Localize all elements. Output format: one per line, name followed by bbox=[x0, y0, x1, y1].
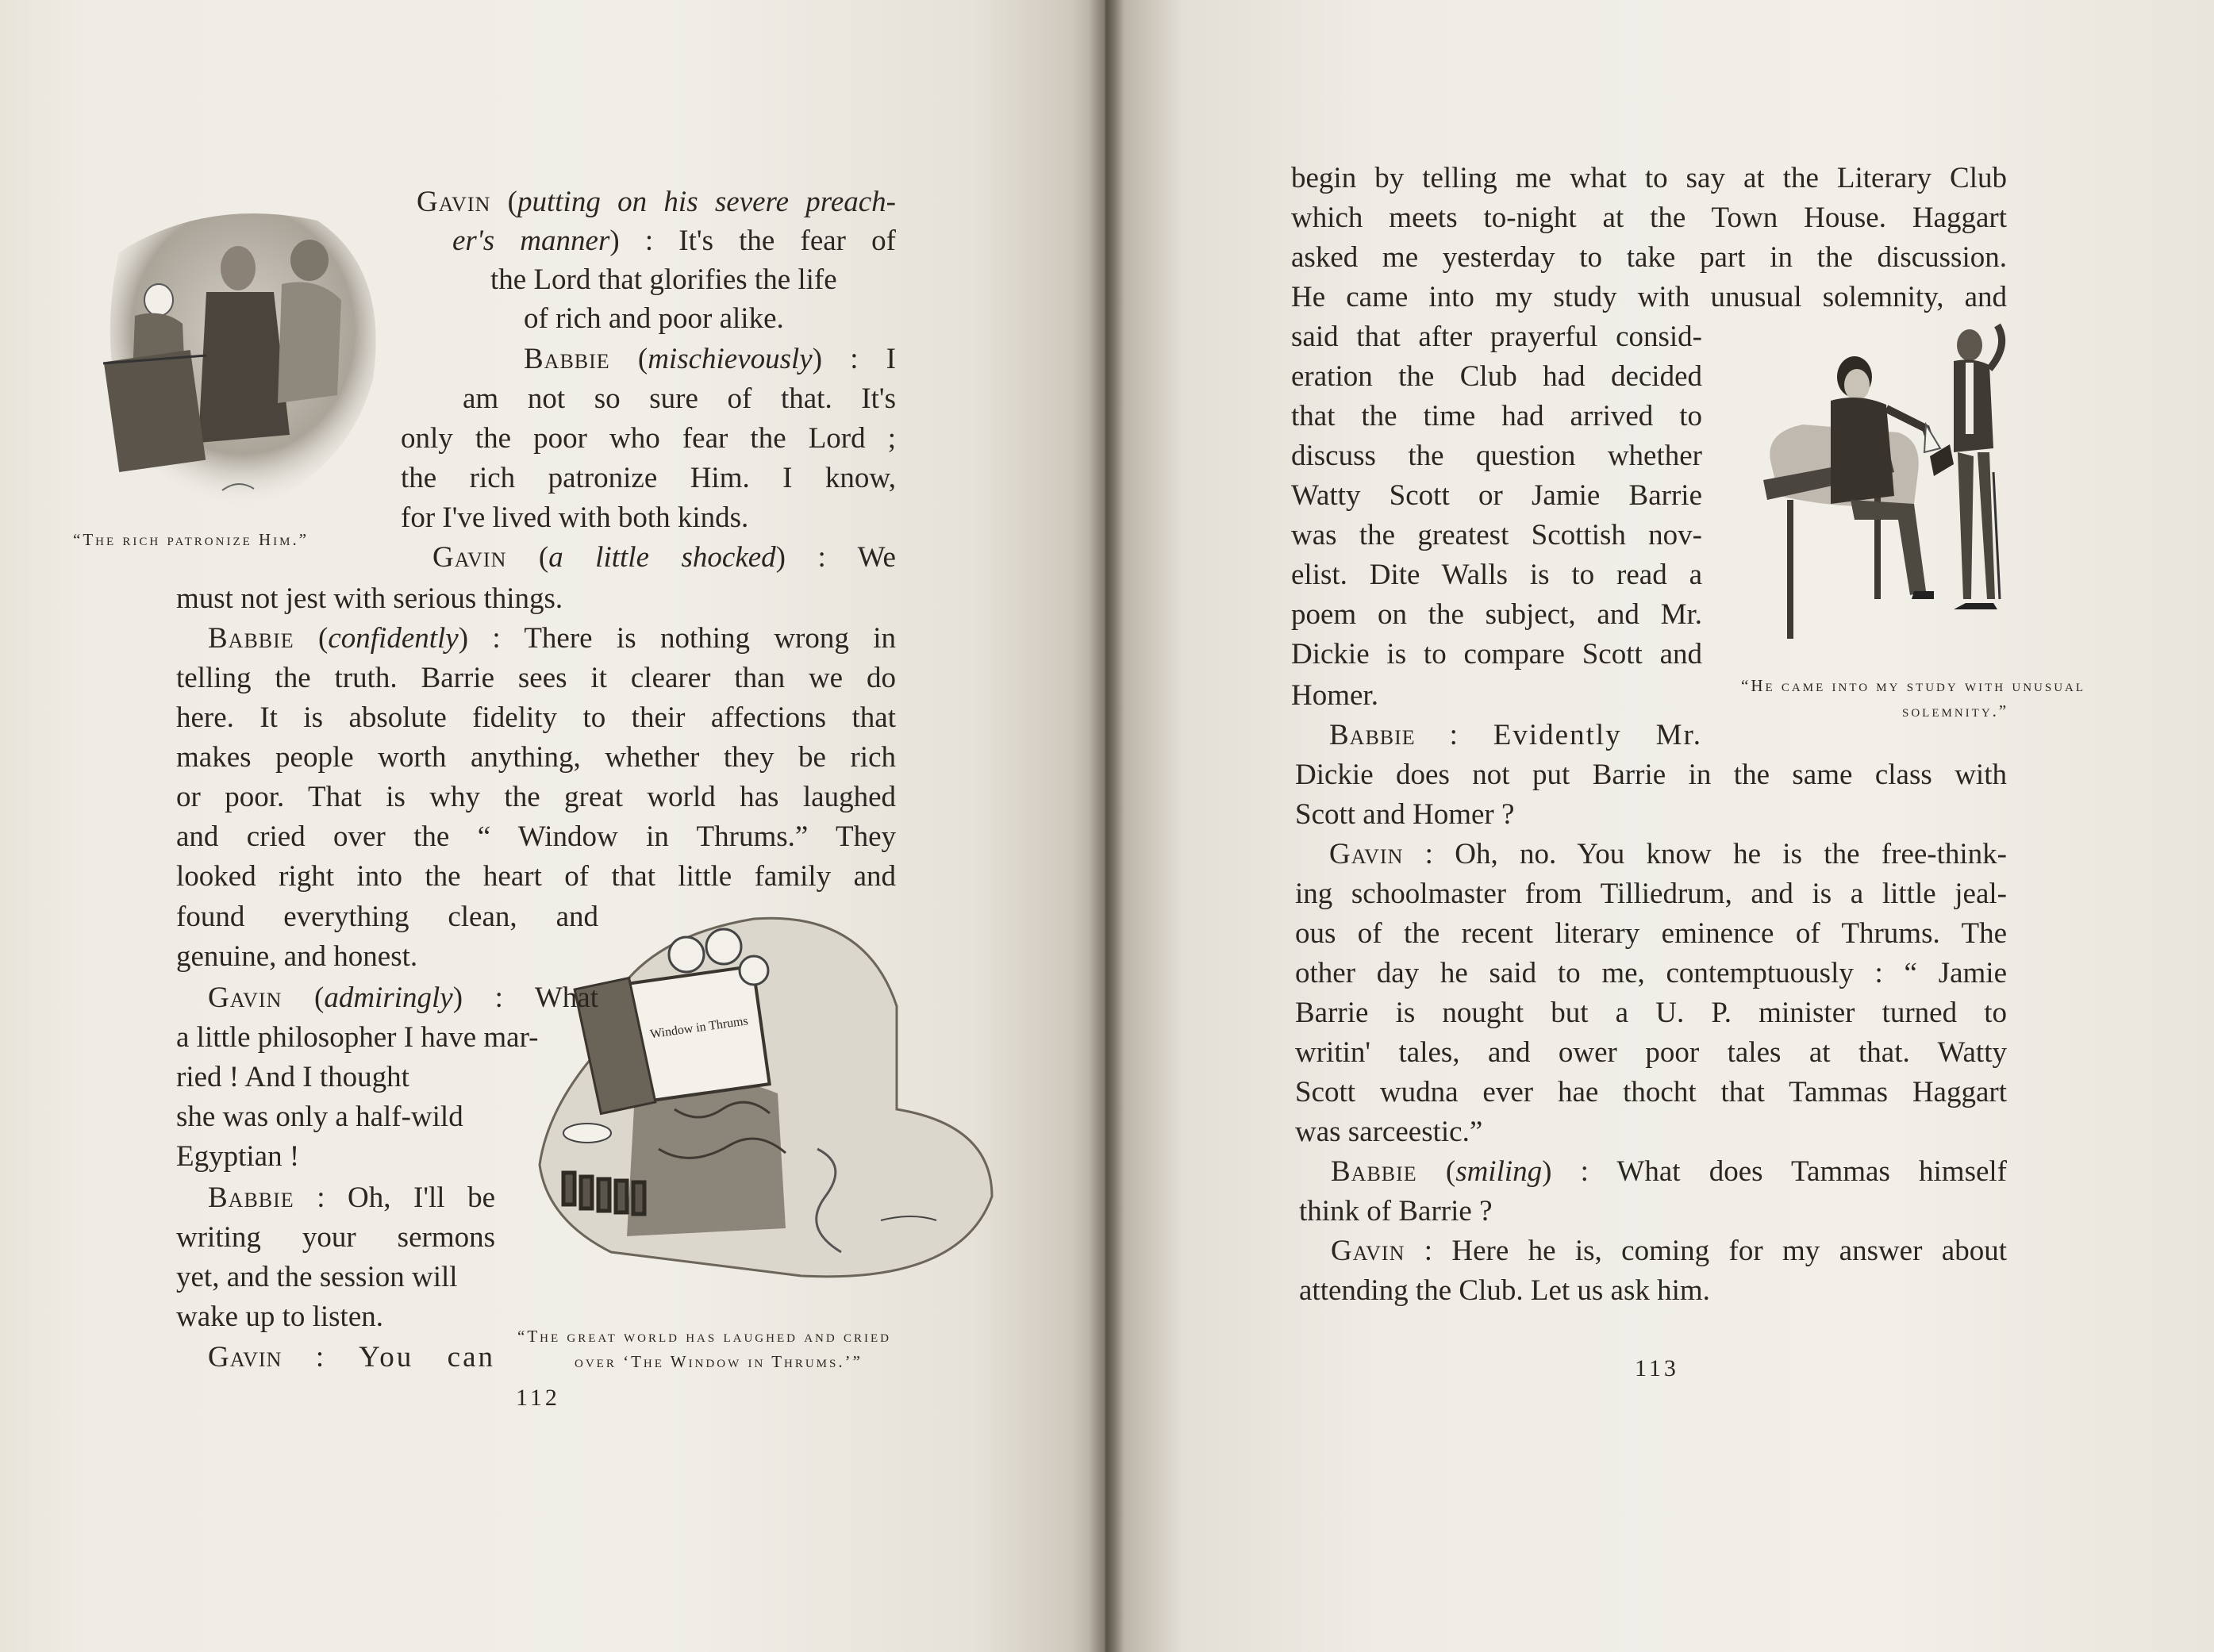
right-line-26: Babbie (smiling) : What does Tammas himself bbox=[1331, 1155, 2008, 1188]
page-number-right: 113 bbox=[1635, 1355, 1679, 1381]
left-line-26: Babbie : Oh, I'll be bbox=[208, 1181, 495, 1214]
left-line-3: the Lord that glorifies the life bbox=[490, 263, 837, 296]
right-line-5: said that after prayerful consid- bbox=[1291, 321, 1702, 353]
right-line-19: ing schoolmaster from Tilliedrum, and is a little jeal- bbox=[1295, 878, 2007, 910]
page-number-left: 112 bbox=[516, 1385, 560, 1411]
left-line-7: only the poor who fear the Lord ; bbox=[401, 422, 896, 455]
left-line-18: looked right into the heart of that little family and bbox=[176, 860, 896, 893]
left-line-12: Babbie (confidently) : There is nothing wrong in bbox=[208, 622, 896, 655]
right-line-29: attending the Club. Let us ask him. bbox=[1299, 1274, 1710, 1307]
right-line-28: Gavin : Here he is, coming for my answer about bbox=[1331, 1235, 2007, 1267]
left-line-1: Gavin (putting on his severe preach- bbox=[417, 186, 896, 218]
right-line-17: Scott and Homer ? bbox=[1295, 798, 1515, 831]
study-solemnity-illustration bbox=[1755, 313, 2025, 655]
left-line-28: yet, and the session will bbox=[176, 1261, 458, 1293]
left-line-23: ried ! And I thought bbox=[176, 1061, 409, 1093]
left-line-4: of rich and poor alike. bbox=[524, 302, 784, 335]
left-line-8: the rich patronize Him. I know, bbox=[401, 462, 896, 494]
window-in-thrums-illustration bbox=[516, 911, 1008, 1316]
right-line-13: Dickie is to compare Scott and bbox=[1291, 638, 1702, 670]
right-line-27: think of Barrie ? bbox=[1299, 1195, 1493, 1227]
left-line-16: or poor. That is why the great world has laughed bbox=[176, 781, 896, 813]
illustration-caption-window-2: over ‘The Window in Thrums.’” bbox=[575, 1352, 863, 1371]
rich-patronize-illustration bbox=[87, 205, 405, 522]
right-line-2: which meets to-night at the Town House. Haggart bbox=[1291, 202, 2007, 234]
right-line-15: Babbie : Evidently Mr. bbox=[1329, 719, 1702, 751]
right-line-3: asked me yesterday to take part in the discussion. bbox=[1291, 241, 2007, 274]
right-line-1: begin by telling me what to say at the Literary Club bbox=[1291, 162, 2007, 194]
right-line-6: eration the Club had decided bbox=[1291, 360, 1702, 393]
left-line-15: makes people worth anything, whether they be rich bbox=[176, 741, 896, 774]
right-line-23: writin' tales, and ower poor tales at that. Watty bbox=[1295, 1036, 2007, 1069]
illustration-caption-study-2: solemnity.” bbox=[1902, 701, 2009, 720]
right-page bbox=[1105, 0, 2214, 1652]
right-line-11: elist. Dite Walls is to read a bbox=[1291, 559, 1702, 591]
left-line-24: she was only a half-wild bbox=[176, 1101, 463, 1133]
right-line-25: was sarceestic.” bbox=[1295, 1116, 1483, 1148]
left-line-22: a little philosopher I have mar- bbox=[176, 1021, 539, 1054]
left-line-27: writing your sermons bbox=[176, 1221, 495, 1254]
right-line-8: discuss the question whether bbox=[1291, 440, 1702, 472]
right-line-16: Dickie does not put Barrie in the same class with bbox=[1295, 759, 2007, 791]
left-line-19: found everything clean, and bbox=[176, 901, 598, 933]
left-line-6: am not so sure of that. It's bbox=[463, 382, 896, 415]
book-cover-title: Window in Thrums bbox=[649, 1014, 749, 1042]
illustration-caption-study-1: “He came into my study with unusual bbox=[1741, 676, 2086, 695]
left-line-9: for I've lived with both kinds. bbox=[401, 501, 749, 534]
left-line-2: er's manner) : It's the fear of bbox=[452, 225, 896, 257]
right-line-21: other day he said to me, contemptuously : “ Jamie bbox=[1295, 957, 2007, 989]
left-page bbox=[0, 0, 1105, 1652]
left-line-30: Gavin : You can bbox=[208, 1341, 495, 1373]
illustration-caption-rich: “The rich patronize Him.” bbox=[73, 530, 309, 549]
right-line-7: that the time had arrived to bbox=[1291, 400, 1702, 432]
left-line-17: and cried over the “ Window in Thrums.” They bbox=[176, 820, 896, 853]
right-line-14: Homer. bbox=[1291, 679, 1378, 712]
left-line-10: Gavin (a little shocked) : We bbox=[432, 541, 896, 574]
right-line-12: poem on the subject, and Mr. bbox=[1291, 598, 1702, 631]
left-line-13: telling the truth. Barrie sees it clearer than we do bbox=[176, 662, 896, 694]
right-line-4: He came into my study with unusual solemnity, and bbox=[1291, 281, 2007, 313]
left-line-11: must not jest with serious things. bbox=[176, 582, 563, 615]
left-line-5: Babbie (mischievously) : I bbox=[524, 343, 896, 375]
right-line-18: Gavin : Oh, no. You know he is the free-think- bbox=[1329, 838, 2007, 870]
left-line-29: wake up to listen. bbox=[176, 1300, 384, 1333]
illustration-caption-window-1: “The great world has laughed and cried bbox=[517, 1327, 891, 1346]
right-line-9: Watty Scott or Jamie Barrie bbox=[1291, 479, 1702, 512]
left-line-20: genuine, and honest. bbox=[176, 940, 418, 973]
left-line-14: here. It is absolute fidelity to their affections that bbox=[176, 701, 896, 734]
left-line-25: Egyptian ! bbox=[176, 1140, 300, 1173]
right-line-20: ous of the recent literary eminence of Thrums. The bbox=[1295, 917, 2007, 950]
book-gutter bbox=[1089, 0, 1124, 1652]
right-line-24: Scott wudna ever hae thocht that Tammas Haggart bbox=[1295, 1076, 2007, 1108]
right-line-22: Barrie is nought but a U. P. minister turned to bbox=[1295, 997, 2007, 1029]
right-line-10: was the greatest Scottish nov- bbox=[1291, 519, 1702, 551]
left-line-21: Gavin (admiringly) : What bbox=[208, 982, 598, 1014]
